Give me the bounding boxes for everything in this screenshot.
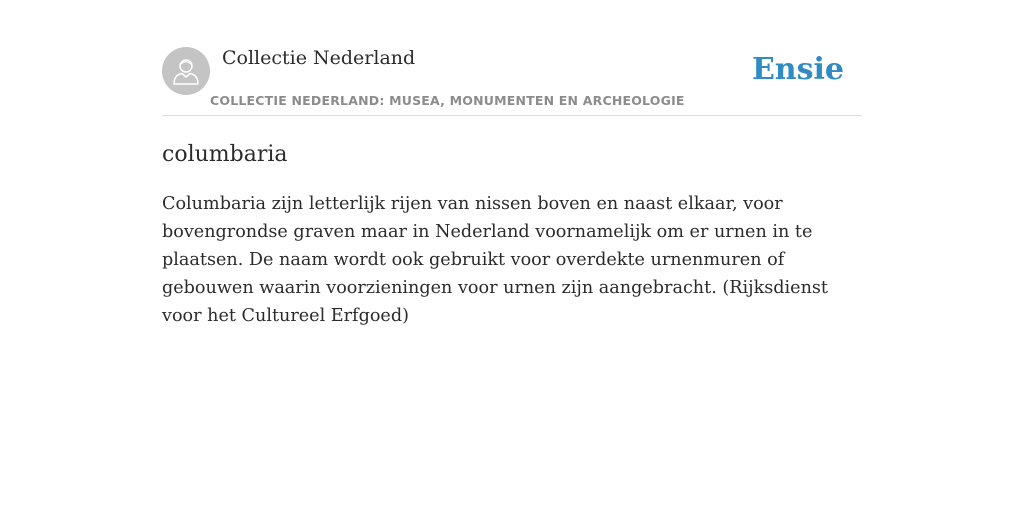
entry-definition: Columbaria zijn letterlijk rijen van nissen boven en naast elkaar, voor bovengrondse graven maar in Nederland voornamelijk om er urnen in te plaatsen. De naam wordt ook gebruikt voor overdekte urnenmuren of gebouwen waarin voorzieningen voor urnen zijn aangebracht. (Rijksdienst voor het Cultureel Erfgoed) xyxy=(162,194,828,326)
author-subtitle: COLLECTIE NEDERLAND: MUSEA, MONUMENTEN EN ARCHEOLOGIE xyxy=(210,93,685,108)
page-container xyxy=(162,0,862,330)
author-name[interactable]: Collectie Nederland xyxy=(222,47,416,69)
entry-header xyxy=(162,0,862,116)
ensie-logo[interactable]: Ensie xyxy=(751,52,844,87)
user-icon xyxy=(172,56,200,86)
avatar[interactable] xyxy=(162,47,210,95)
entry-term: columbaria xyxy=(162,142,288,167)
